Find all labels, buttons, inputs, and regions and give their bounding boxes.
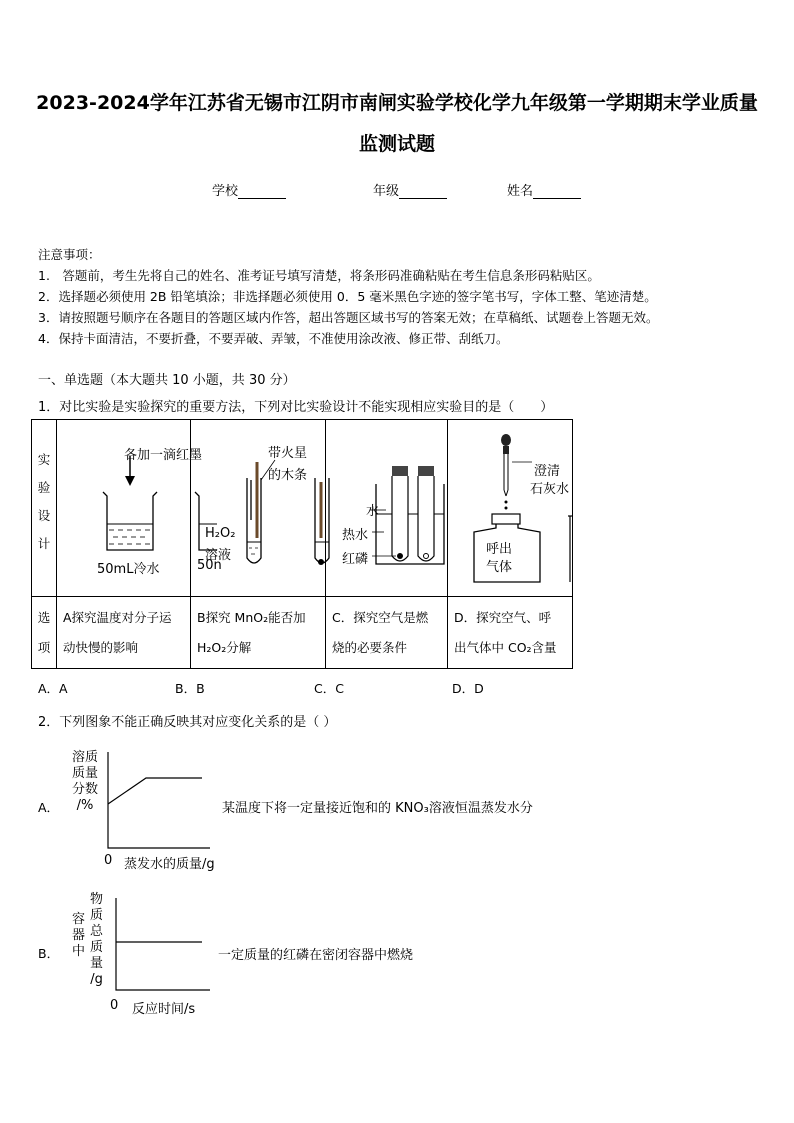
grade-field (373, 180, 447, 199)
name-label: 姓名 (507, 184, 534, 199)
figure-d (448, 420, 573, 597)
fig-c-water: 水 (366, 504, 380, 519)
question-stem: 2．下列图象不能正确反映其对应变化关系的是（ ） (38, 715, 337, 730)
grade-label: 年级 (373, 184, 400, 199)
row-label-option: 选 项 (32, 597, 57, 669)
graph-a-xlabel: 蒸发水的质量/g (124, 857, 215, 872)
fig-d-gas1: 呼出 (486, 542, 513, 557)
experiment-table (31, 419, 573, 669)
note-item: 3．请按照题号顺序在各题目的答题区域内作答，超出答题区域书写的答案无效；在草稿纸、试题卷上答题无效。 (38, 310, 659, 325)
graph-a-desc: 某温度下将一定量接近饱和的 KNO₃溶液恒温蒸发水分 (222, 801, 533, 816)
fig-a-top-label: 各加一滴红墨 (124, 448, 203, 463)
fig-b-label1: 带火星 (268, 446, 308, 461)
fig-d-lime2: 石灰水 (530, 482, 570, 497)
fig-b-sol1: H₂O₂ (205, 526, 236, 541)
graph-b-plot (110, 898, 210, 994)
graph-b-ylabel-col1: 容 器 中 (72, 912, 86, 959)
graph-a-ylabel: 溶质 质量 分数 /% (72, 750, 99, 813)
option-a-cell: A探究温度对分子运 动快慢的影响 (57, 597, 191, 669)
graph-a-origin: 0 (104, 853, 113, 868)
option-c-cell: C．探究空气是燃 烧的必要条件 (326, 597, 448, 669)
combustion-illustration (326, 420, 448, 596)
question-stem: 1．对比实验是实验探究的重要方法，下列对比实验设计不能实现相应实验目的是（ ） (38, 400, 554, 415)
note-item: 1. 答题前，考生先将自己的姓名、准考证号填写清楚，将条形码准确粘贴在考生信息条形码粘贴区。 (38, 268, 600, 283)
fig-c-hot-water: 热水 (342, 528, 369, 543)
option-b-letter: B． (38, 946, 60, 961)
fig-b-label2: 的木条 (268, 468, 308, 483)
choice-c[interactable]: C．C (314, 681, 344, 696)
option-d-cell: D．探究空气、呼 出气体中 CO₂含量 (448, 597, 573, 669)
figure-c (326, 420, 448, 597)
choice-b[interactable]: B．B (175, 681, 205, 696)
graph-a-curve (108, 778, 202, 804)
school-label: 学校 (212, 184, 239, 199)
graph-b-xlabel: 反应时间/s (132, 1002, 196, 1017)
note-item: 2．选择题必须使用 2B 铅笔填涂；非选择题必须使用 0．5 毫米黑色字迹的签字笔书写，字体工整、笔迹清楚。 (38, 289, 657, 304)
fig-c-red-p: 红磷 (342, 552, 369, 567)
school-blank (238, 184, 286, 199)
name-blank (533, 184, 581, 199)
choice-d[interactable]: D．D (452, 681, 484, 696)
fig-a-cold-water-label: 50mL冷水 (97, 562, 160, 577)
note-item: 4．保持卡面清洁，不要折叠，不要弄破、弄皱，不准使用涂改液、修正带、刮纸刀。 (38, 331, 509, 346)
option-a-letter: A． (38, 800, 60, 815)
option-b-cell: B探究 MnO₂能否加 H₂O₂分解 (191, 597, 326, 669)
fig-a-right-label: 50n (197, 558, 222, 573)
school-field (212, 180, 286, 199)
graph-b-ylabel-col2: 物 质 总 质 量 /g (90, 892, 104, 987)
fig-d-gas2: 气体 (486, 560, 513, 575)
graph-b-origin: 0 (110, 998, 119, 1013)
page-title: 2023-2024学年江苏省无锡市江阴市南闸实验学校化学九年级第一学期期末学业质量 (36, 92, 758, 114)
notes-heading: 注意事项： (38, 247, 101, 262)
fig-b-sol2: 溶液 (205, 548, 232, 563)
page-title-line2: 监测试题 (358, 133, 435, 155)
graph-b-desc: 一定质量的红磷在密闭容器中燃烧 (218, 948, 414, 963)
section-heading: 一、单选题（本大题共 10 小题，共 30 分） (38, 373, 296, 388)
row-label-design: 实 验 设 计 (32, 420, 57, 597)
graph-a-plot (100, 752, 210, 852)
grade-blank (399, 184, 447, 199)
choice-a[interactable]: A．A (38, 681, 68, 696)
fig-d-lime1: 澄清 (534, 464, 561, 479)
figure-b (191, 420, 326, 597)
name-field (507, 180, 581, 199)
